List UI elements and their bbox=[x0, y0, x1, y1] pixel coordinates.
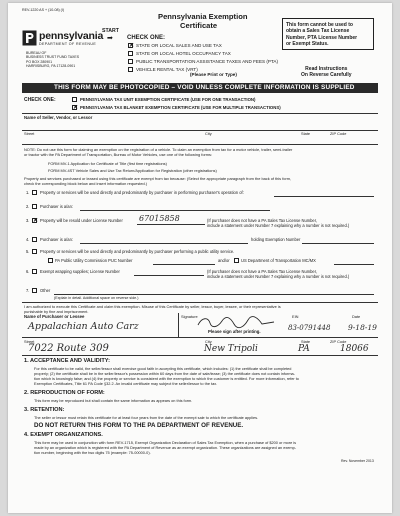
tax-option-label: VEHICLE RENTAL TAX (VRT) bbox=[136, 66, 198, 72]
vehicle-note: NOTE: Do not use this form for claiming an exemption on the registration of a vehicle. To claim an exemption from tax for a motor vehicle, trailer, semi-trailer or tractor with the PA Department of Transportation, Bureau of Motor Vehicles, use one of the following forms: bbox=[24, 147, 293, 157]
wrapping-license-field[interactable] bbox=[134, 275, 204, 276]
seller-name-label: Name of Seller, Vendor, or Lessor bbox=[24, 115, 93, 120]
certificate-check-one-label: CHECK ONE: bbox=[24, 97, 56, 103]
start-arrow-icon: ➡ bbox=[107, 35, 113, 42]
reason-text-6: Exempt wrapping supplies; License Number bbox=[40, 269, 120, 274]
tax-option-checkbox[interactable] bbox=[128, 67, 133, 72]
signature-scribble[interactable] bbox=[196, 315, 276, 329]
divider bbox=[22, 113, 378, 114]
start-label: START bbox=[102, 28, 119, 34]
purchaser-name-handwritten: Appalachian Auto Carz bbox=[28, 321, 139, 332]
property-note: Property and services purchased or leased using this certificate are exempt from tax because: (Select the appropriate paragraph from the back of this form, check the corresponding block below and insert information requested.) bbox=[24, 176, 292, 186]
divider bbox=[178, 313, 179, 337]
reason-text-4: Purchaser is a/an: bbox=[40, 237, 73, 242]
city-handwritten: New Tripoli bbox=[204, 344, 258, 354]
reason-checkbox-5[interactable] bbox=[32, 249, 37, 254]
reason-number: 7. bbox=[26, 288, 30, 293]
reason-checkbox-3[interactable]: ✕ bbox=[33, 218, 39, 224]
print-or-type-note: (Please Print or Type) bbox=[190, 72, 237, 77]
other-explanation-field[interactable] bbox=[54, 294, 374, 295]
exemption-number-field[interactable] bbox=[302, 243, 374, 244]
ein-handwritten: 83-0791448 bbox=[288, 324, 331, 332]
puc-number-field[interactable] bbox=[153, 264, 215, 265]
section-body-reproduction: This form may be reproduced but shall contain the same information as appears on this form. bbox=[34, 399, 193, 403]
reason-checkbox-2[interactable] bbox=[32, 204, 37, 209]
pennsylvania-logo-icon bbox=[22, 30, 37, 46]
reason-checkbox-4[interactable] bbox=[32, 237, 37, 242]
section-body-retention: The seller or lessor must retain this certificate for at least four years from the date of the exempt sale to which the certificate applies. bbox=[34, 416, 259, 420]
reason-text-5: Property or services will be used directly and predominantly by purchaser performing a public utility service. bbox=[40, 249, 235, 254]
sign-after-printing-note: Please sign after printing. bbox=[208, 329, 261, 334]
purchaser-type-field[interactable] bbox=[80, 210, 270, 211]
section-body-exempt-orgs: This form may be used in conjunction with form REV-1715, Exempt Organization Declaration of Sales Tax Exemption, when a purchase of $200 or more is made by an organization which is registered with the PA Department of Revenue as an exempt organization. These organizations are assigned an exemp- tion number, beginning with the two digits 75 (example: 75-00000-0). bbox=[34, 441, 297, 455]
form-title-line2: Certificate bbox=[180, 21, 218, 30]
tax-option-label: PUBLIC TRANSPORTATION ASSISTANCE TAXES AND FEES (PTA) bbox=[136, 58, 279, 64]
purchaser-street-label: Street bbox=[24, 339, 35, 344]
seller-street-label: Street bbox=[24, 131, 35, 136]
tax-option-checkbox[interactable] bbox=[128, 51, 133, 56]
reason-checkbox-7[interactable] bbox=[32, 288, 37, 293]
reason-number: 3. bbox=[26, 218, 30, 223]
other-explanation-hint: (Explain in detail. Additional space on reverse side.) bbox=[54, 296, 139, 300]
certificate-type-checkbox[interactable]: ✕ bbox=[73, 105, 79, 111]
seller-address-field[interactable] bbox=[22, 144, 378, 145]
purchaser-field-line[interactable] bbox=[22, 337, 378, 338]
seller-zip-label: ZIP Code bbox=[330, 131, 347, 136]
zip-handwritten: 18066 bbox=[340, 344, 369, 354]
usdot-checkbox[interactable] bbox=[234, 258, 239, 263]
signature-label: Signature bbox=[181, 314, 198, 319]
usdot-label: US Department of Transportation MC/MX bbox=[241, 258, 316, 263]
tax-option-checkbox[interactable] bbox=[128, 59, 133, 64]
section-body-acceptance: For this certificate to be valid, the seller/lessor shall exercise good faith in accepting this certificate, which includes: (1) the certificate shall be completed properly; (2) the certificate shall be in the seller/lessor's possession within 60 days from the date of sale/lease; (3) the certificate does not contain informa- tion which is knowingly false; and (4) the property or service is consistent with the exemption to which the customer is entitled. For more information, refer to Exemption Certificates, Title 61 PA Code §32.2. An invalid certificate may subject the seller/lessor to the tax. bbox=[34, 367, 299, 386]
read-instructions-note: Read Instructions On Reverse Carefully bbox=[301, 66, 352, 79]
seller-city-label: City bbox=[205, 131, 212, 136]
license-number-field[interactable] bbox=[137, 224, 205, 225]
logo-department: DEPARTMENT OF REVENUE bbox=[39, 42, 97, 46]
tax-option-label: STATE OR LOCAL SALES AND USE TAX bbox=[136, 42, 222, 48]
tax-option-checkbox[interactable]: ✕ bbox=[129, 43, 135, 49]
and-or-label: and/or bbox=[218, 258, 230, 263]
reason-text-7: Other bbox=[40, 288, 51, 293]
do-not-return-notice: DO NOT RETURN THIS FORM TO THE PA DEPARTMENT OF REVENUE. bbox=[34, 422, 244, 429]
reason-number: 1. bbox=[26, 190, 30, 195]
form-title: Pennsylvania Exemption bbox=[158, 12, 248, 21]
reason-number: 2. bbox=[26, 204, 30, 209]
logo-wordmark: pennsylvania bbox=[39, 30, 104, 42]
street-handwritten: 7022 Route 309 bbox=[28, 343, 109, 354]
section-heading-acceptance: 1. ACCEPTANCE AND VALIDITY: bbox=[24, 358, 110, 364]
state-handwritten: PA bbox=[298, 344, 310, 354]
tax-option-label: STATE OR LOCAL HOTEL OCCUPANCY TAX bbox=[136, 50, 231, 56]
tax-check-one-label: CHECK ONE: bbox=[127, 35, 166, 41]
reason-text-4b: holding Exemption Number bbox=[251, 237, 301, 242]
seller-state-label: State bbox=[301, 131, 311, 136]
reason-text-1: Property or services will be used directly and predominantly by purchaser in performing purchaser's operation of: bbox=[40, 190, 244, 195]
ein-label: EIN bbox=[292, 314, 299, 319]
reason-checkbox-1[interactable] bbox=[32, 190, 37, 195]
reason-number: 5. bbox=[26, 249, 30, 254]
reason-checkbox-6[interactable] bbox=[32, 269, 37, 274]
purchaser-state-label: State bbox=[301, 339, 311, 344]
date-label: Date bbox=[352, 314, 361, 319]
authorization-statement: I am authorized to execute this Certificate and claim this exemption. Misuse of this Certificate by seller, lessor, buyer, lessee, or their representative is punishable by fine and imprisonment. bbox=[24, 304, 281, 314]
form-mv4st: FORM MV-4ST Vehicle Sales and Use Tax Return/Application for Registration (other registrations) bbox=[48, 168, 217, 173]
license-number-handwritten: 67015858 bbox=[139, 214, 180, 223]
section-heading-retention: 3. RETENTION: bbox=[24, 407, 65, 413]
reason-text-3: Property will be resold under License Number bbox=[40, 218, 123, 223]
divider bbox=[22, 302, 378, 303]
notice-text: This form cannot be used to obtain a Sales Tax License Number, PTA License Number or Exempt Status. bbox=[286, 22, 358, 47]
section-heading-reproduction: 2. REPRODUCTION OF FORM: bbox=[24, 390, 105, 396]
reason-text-2: Purchaser is a/an: bbox=[40, 204, 73, 209]
purchaser-type-4-field[interactable] bbox=[80, 243, 248, 244]
certificate-type-checkbox[interactable] bbox=[72, 97, 77, 102]
form-number: REV-1220 AS + (10-08) (I) bbox=[22, 8, 65, 12]
purchaser-name-label: Name of Purchaser or Lessee bbox=[24, 314, 85, 319]
seller-name-field[interactable] bbox=[22, 130, 378, 131]
certificate-type-label: PENNSYLVANIA TAX UNIT EXEMPTION CERTIFICATE (USE FOR ONE TRANSACTION) bbox=[80, 97, 256, 102]
puc-label: PA Public Utility Commission PUC Number bbox=[55, 258, 133, 263]
banner-text: THIS FORM MAY BE PHOTOCOPIED – VOID UNLESS COMPLETE INFORMATION IS SUPPLIED bbox=[54, 84, 355, 91]
reason-text-3b: (If purchaser does not have a PA Sales Tax License Number, include a statement under Number 7 explaining why a number is not required.) bbox=[207, 218, 350, 229]
form-mv1: FORM MV-1 Application for Certificate of Title (first time registrations) bbox=[48, 161, 167, 166]
revision-date: Rev. November 2013 bbox=[341, 459, 374, 463]
purchaser-address-field[interactable] bbox=[22, 355, 378, 356]
puc-checkbox[interactable] bbox=[48, 258, 53, 263]
certificate-type-label: PENNSYLVANIA TAX BLANKET EXEMPTION CERTIFICATE (USE FOR MULTIPLE TRANSACTIONS) bbox=[80, 105, 281, 110]
exemption-certificate-page bbox=[8, 3, 392, 513]
reason-text-6b: (If purchaser does not have a PA Sales Tax License Number, include a statement under Number 7 explaining why a number is not required.) bbox=[207, 269, 350, 280]
date-handwritten: 9-18-19 bbox=[348, 323, 377, 332]
section-heading-exempt-orgs: 4. EXEMPT ORGANIZATIONS. bbox=[24, 432, 103, 438]
reason-number: 6. bbox=[26, 269, 30, 274]
operation-field[interactable] bbox=[274, 196, 374, 197]
bureau-address: BUREAU OF BUSINESS TRUST FUND TAXES PO BOX 280901 HARRISBURG, PA 17128-0901 bbox=[26, 51, 80, 69]
usdot-number-field[interactable] bbox=[334, 264, 374, 265]
purchaser-city-label: City bbox=[205, 339, 212, 344]
reason-number: 4. bbox=[26, 237, 30, 242]
purchaser-zip-label: ZIP Code bbox=[330, 339, 347, 344]
